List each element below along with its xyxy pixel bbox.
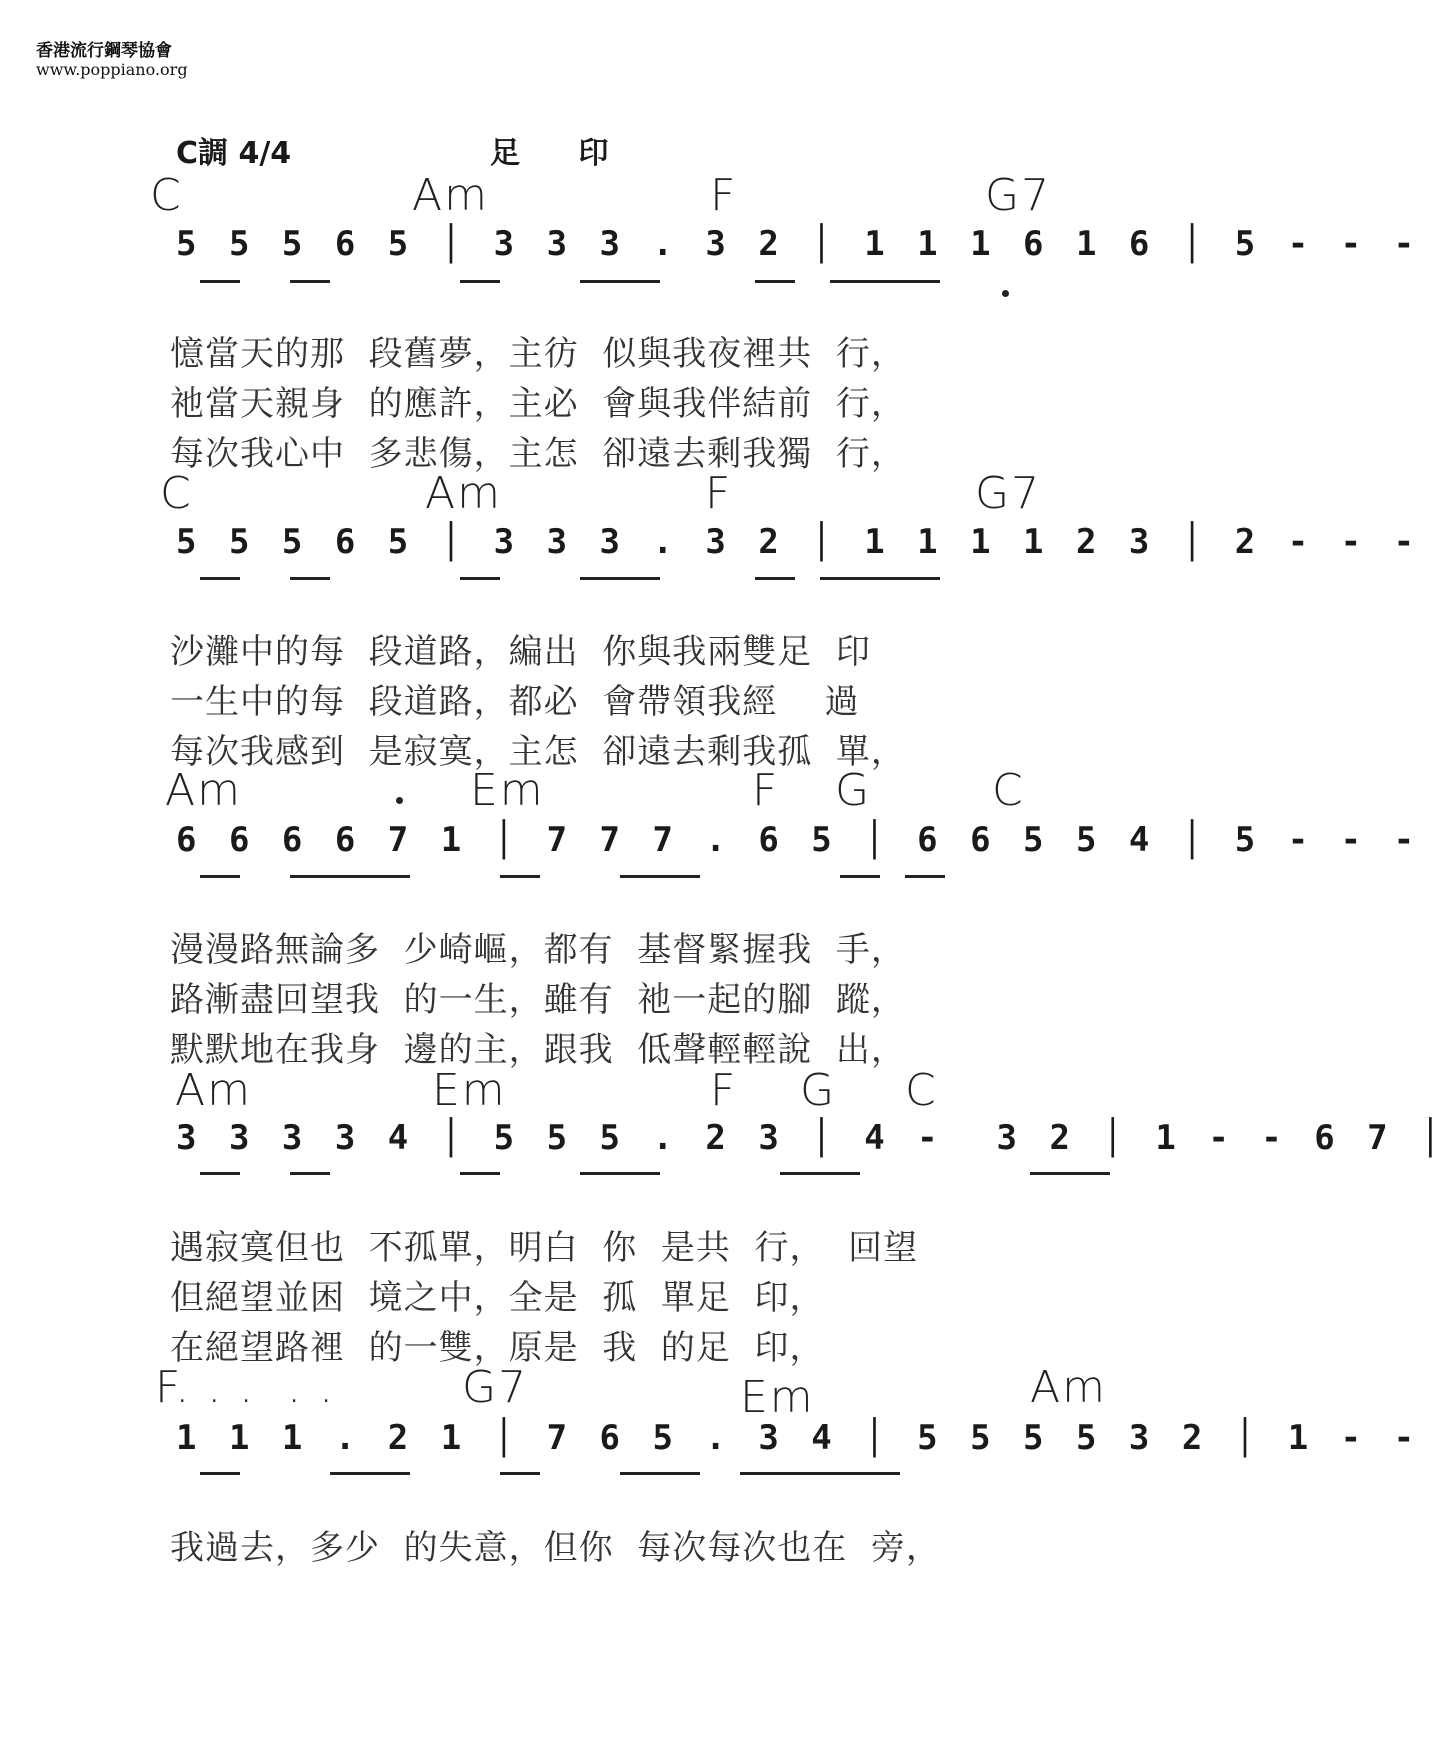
beam (840, 875, 880, 878)
beam (460, 577, 500, 580)
lyric-line: 每次我心中 多悲傷，主怎 卻遠去剩我獨 行， (170, 434, 906, 474)
beam (620, 1472, 700, 1475)
beam (460, 280, 500, 283)
beam (580, 280, 660, 283)
beam (780, 1172, 860, 1175)
lyric-line: 路漸盡回望我 的一生，雖有 祂一起的腳 蹤， (170, 980, 906, 1020)
lyric-line: 默默地在我身 邊的主，跟我 低聲輕輕說 出， (170, 1030, 906, 1070)
lyric-line: 漫漫路無論多 少崎嶇，都有 基督緊握我 手， (170, 930, 906, 970)
notation-line: 5 5 5 6 5 │ 3 3 3 . 3 2 │ 1 1 1 6 1 6 │ 5 - - - (176, 224, 1421, 264)
beam (290, 577, 330, 580)
beam (200, 577, 240, 580)
chord-symbol: G7 (462, 1362, 529, 1413)
beam (200, 1172, 240, 1175)
beam (755, 280, 795, 283)
beam (200, 875, 240, 878)
chord-symbol: C (150, 170, 183, 221)
chord-symbol: C (160, 468, 193, 519)
notation-line: 6 6 6 6 7 1 │ 7 7 7 . 6 5 │ 6 6 5 5 4 │ 5 - - - (176, 820, 1421, 860)
beam (200, 280, 240, 283)
site-name: 香港流行鋼琴協會 (36, 41, 172, 61)
chord-symbol: Em (432, 1065, 507, 1116)
chord-symbol: G (800, 1065, 837, 1116)
chord-symbol: Am (165, 765, 242, 816)
beam (830, 280, 940, 283)
notation-line: 1 1 1 . 2 1 │ 7 6 5 . 3 4 │ 5 5 5 5 3 2 │ 1 - - (176, 1418, 1421, 1458)
dot (396, 797, 403, 804)
beam (460, 1172, 500, 1175)
beam (200, 1472, 240, 1475)
notation-line: 3 3 3 3 4 │ 5 5 5 . 2 3 │ 4 - 3 2 │ 1 - - 6 7 │ (176, 1118, 1447, 1158)
beam (500, 875, 540, 878)
beam (820, 577, 940, 580)
chord-symbol: Am (1030, 1362, 1107, 1413)
chord-symbol: Em (740, 1372, 815, 1423)
chord-symbol: F (710, 1065, 738, 1116)
chord-symbol: G7 (985, 170, 1052, 221)
key-time-signature: C調 4/4 (176, 136, 292, 171)
chord-symbol: Am (425, 468, 502, 519)
chord-symbol: C (992, 765, 1025, 816)
chord-symbol: C (905, 1065, 938, 1116)
beam (620, 875, 700, 878)
chord-symbol: F (710, 170, 738, 221)
beam (290, 280, 330, 283)
beam (290, 1172, 330, 1175)
beam (755, 577, 795, 580)
dot (1002, 290, 1009, 297)
chord-symbol: F (752, 765, 780, 816)
chord-symbol: F. . . . . (155, 1362, 336, 1413)
chord-symbol: Am (175, 1065, 252, 1116)
beam (290, 875, 410, 878)
beam (330, 1472, 410, 1475)
beam (1030, 1172, 1110, 1175)
song-title: 足 印 (490, 136, 633, 171)
chord-symbol: G7 (975, 468, 1042, 519)
site-url: www.poppiano.org (36, 60, 188, 79)
lyric-line: 每次我感到 是寂寞，主怎 卻遠去剩我孤 單， (170, 732, 906, 772)
lyric-line: 沙灘中的每 段道路，編出 你與我兩雙足 印 (170, 632, 871, 672)
lyric-line: 我過去，多少 的失意，但你 每次每次也在 旁， (170, 1528, 941, 1568)
lyric-line: 一生中的每 段道路，都必 會帶領我經 過 (170, 682, 860, 722)
chord-symbol: Em (470, 765, 545, 816)
beam (740, 1472, 900, 1475)
beam (905, 875, 945, 878)
beam (580, 1172, 660, 1175)
notation-line: 5 5 5 6 5 │ 3 3 3 . 3 2 │ 1 1 1 1 2 3 │ 2 - - - (176, 522, 1421, 562)
lyric-line: 祂當天親身 的應許，主必 會與我伴結前 行， (170, 384, 906, 424)
chord-symbol: G (835, 765, 872, 816)
lyric-line: 憶當天的那 段舊夢，主彷 似與我夜裡共 行， (170, 334, 906, 374)
chord-symbol: Am (412, 170, 489, 221)
beam (580, 577, 660, 580)
chord-symbol: F (705, 468, 733, 519)
beam (500, 1472, 540, 1475)
lyric-line: 但絕望並困 境之中，全是 孤 單足 印， (170, 1278, 825, 1318)
lyric-line: 遇寂寞但也 不孤單，明白 你 是共 行， 回望 (170, 1228, 919, 1268)
lyric-line: 在絕望路裡 的一雙，原是 我 的足 印， (170, 1328, 825, 1368)
